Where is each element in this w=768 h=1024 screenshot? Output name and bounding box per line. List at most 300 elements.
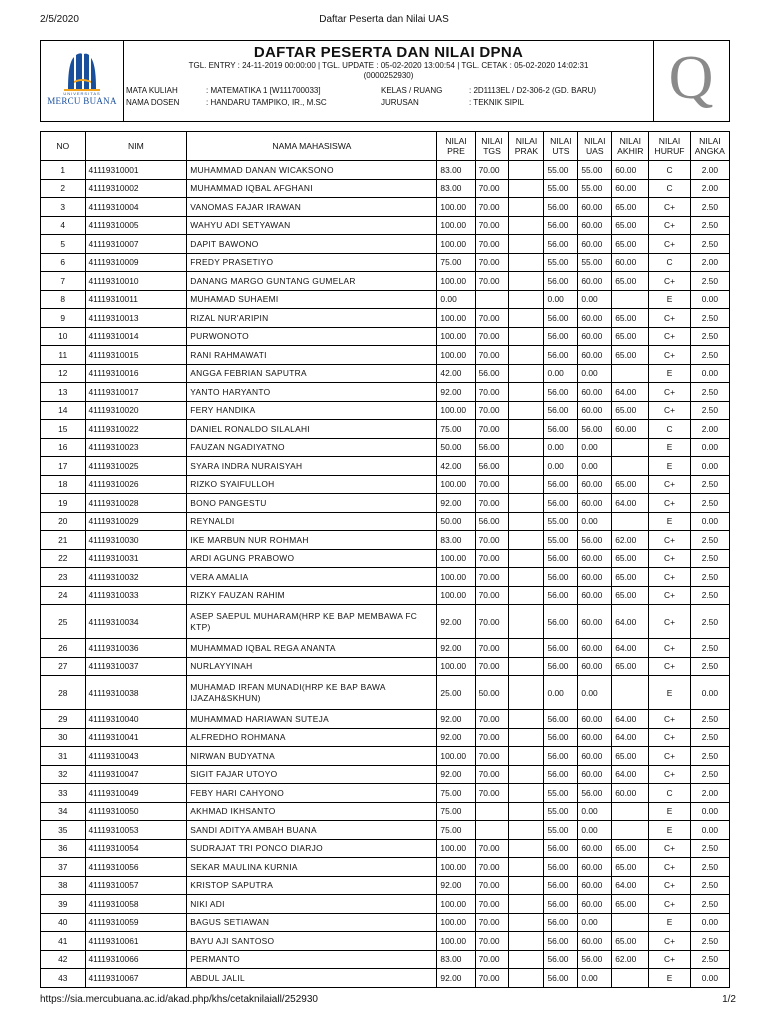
table-cell: 56.00: [544, 401, 578, 420]
table-cell: 11: [41, 346, 86, 365]
table-cell: 92.00: [437, 494, 475, 513]
table-cell: 0.00: [690, 438, 729, 457]
table-cell: MUHAMMAD HARIAWAN SUTEJA: [187, 710, 437, 729]
table-cell: 55.00: [544, 802, 578, 821]
table-cell: 75.00: [437, 802, 475, 821]
column-header-text: NILAI: [481, 136, 503, 146]
table-cell: 60.00: [578, 710, 612, 729]
table-cell: 60.00: [578, 932, 612, 951]
table-cell: 65.00: [612, 198, 649, 217]
table-cell: RIZAL NUR'ARIPIN: [187, 309, 437, 328]
table-cell: 56.00: [544, 568, 578, 587]
table-cell: 41119310041: [85, 728, 187, 747]
table-cell: 14: [41, 401, 86, 420]
table-cell: C+: [649, 475, 690, 494]
logo-name: MERCU BUANA: [47, 96, 117, 106]
table-cell: 41119310066: [85, 950, 187, 969]
table-cell: 2.00: [690, 420, 729, 439]
table-cell: 75.00: [437, 420, 475, 439]
table-cell: 70.00: [475, 309, 509, 328]
nama-dosen-value: : HANDARU TAMPIKO, IR., M.SC: [206, 98, 327, 107]
table-cell: 60.00: [578, 728, 612, 747]
table-cell: 20: [41, 512, 86, 531]
table-cell: 25: [41, 605, 86, 639]
table-cell: 60.00: [578, 876, 612, 895]
table-cell: 56.00: [544, 876, 578, 895]
table-cell: [509, 216, 544, 235]
table-cell: AKHMAD IKHSANTO: [187, 802, 437, 821]
table-cell: 10: [41, 327, 86, 346]
table-cell: 100.00: [437, 549, 475, 568]
table-cell: 65.00: [612, 932, 649, 951]
table-cell: DAPIT BAWONO: [187, 235, 437, 254]
table-row: [41, 858, 730, 877]
table-cell: E: [649, 512, 690, 531]
table-cell: 15: [41, 420, 86, 439]
table-cell: FERY HANDIKA: [187, 401, 437, 420]
table-row: [41, 549, 730, 568]
table-cell: C: [649, 253, 690, 272]
table-cell: C+: [649, 568, 690, 587]
table-cell: 55.00: [544, 821, 578, 840]
table-row: [41, 605, 730, 639]
table-cell: 2: [41, 179, 86, 198]
print-url: https://sia.mercubuana.ac.id/akad.php/khs/cetaknilaiall/252930: [40, 994, 318, 1005]
table-cell: PERMANTO: [187, 950, 437, 969]
table-cell: 70.00: [475, 549, 509, 568]
table-body: [41, 161, 730, 988]
table-cell: 2.50: [690, 235, 729, 254]
table-cell: 0.00: [690, 802, 729, 821]
table-cell: SYARA INDRA NURAISYAH: [187, 457, 437, 476]
table-cell: C+: [649, 216, 690, 235]
table-row: [41, 512, 730, 531]
table-cell: 7: [41, 272, 86, 291]
table-cell: 56.00: [544, 858, 578, 877]
table-row: [41, 969, 730, 988]
header-row: [41, 132, 730, 161]
column-header: [690, 132, 729, 161]
table-cell: C+: [649, 586, 690, 605]
table-cell: [509, 401, 544, 420]
table-cell: 41119310025: [85, 457, 187, 476]
table-cell: 65.00: [612, 858, 649, 877]
table-cell: 70.00: [475, 568, 509, 587]
table-cell: [509, 198, 544, 217]
table-row: [41, 327, 730, 346]
table-cell: 60.00: [578, 605, 612, 639]
table-cell: 100.00: [437, 913, 475, 932]
table-cell: 60.00: [578, 309, 612, 328]
table-cell: [509, 364, 544, 383]
column-header-text: NILAI: [619, 136, 642, 146]
table-cell: 41119310002: [85, 179, 187, 198]
mercu-buana-logo-icon: [64, 51, 100, 91]
table-cell: ANGGA FEBRIAN SAPUTRA: [187, 364, 437, 383]
table-row: [41, 457, 730, 476]
table-cell: 55.00: [578, 253, 612, 272]
table-row: [41, 568, 730, 587]
table-cell: [509, 605, 544, 639]
table-cell: 92.00: [437, 876, 475, 895]
browser-print-header: [0, 14, 768, 28]
table-cell: ALFREDHO ROHMANA: [187, 728, 437, 747]
table-cell: 100.00: [437, 858, 475, 877]
table-cell: 70.00: [475, 494, 509, 513]
print-page-number: 1/2: [722, 994, 736, 1005]
table-cell: 41119310043: [85, 747, 187, 766]
table-cell: 56.00: [544, 765, 578, 784]
table-cell: 25.00: [437, 676, 475, 710]
table-cell: 0.00: [578, 512, 612, 531]
table-cell: 41119310053: [85, 821, 187, 840]
table-cell: 27: [41, 657, 86, 676]
table-cell: 41119310030: [85, 531, 187, 550]
table-cell: C: [649, 161, 690, 180]
table-cell: 55.00: [544, 531, 578, 550]
table-cell: 42: [41, 950, 86, 969]
column-header-text: PRAK: [514, 146, 539, 156]
table-cell: 35: [41, 821, 86, 840]
table-cell: 64.00: [612, 639, 649, 658]
table-cell: 0.00: [578, 821, 612, 840]
column-header: [578, 132, 612, 161]
table-cell: 100.00: [437, 235, 475, 254]
table-cell: 2.00: [690, 253, 729, 272]
table-cell: 70.00: [475, 876, 509, 895]
table-cell: VERA AMALIA: [187, 568, 437, 587]
table-row: [41, 290, 730, 309]
table-cell: 60.00: [612, 161, 649, 180]
table-cell: 30: [41, 728, 86, 747]
table-cell: 70.00: [475, 401, 509, 420]
print-title: Daftar Peserta dan Nilai UAS: [319, 14, 449, 25]
column-header-text: NILAI: [550, 136, 572, 146]
table-cell: NIKI ADI: [187, 895, 437, 914]
table-cell: [509, 895, 544, 914]
table-cell: 0.00: [690, 512, 729, 531]
table-cell: 100.00: [437, 198, 475, 217]
table-cell: [509, 420, 544, 439]
table-cell: FEBY HARI CAHYONO: [187, 784, 437, 803]
table-cell: [475, 290, 509, 309]
table-cell: 2.50: [690, 327, 729, 346]
table-cell: 41119310067: [85, 969, 187, 988]
column-header: [85, 132, 187, 161]
table-cell: 41119310004: [85, 198, 187, 217]
table-cell: BONO PANGESTU: [187, 494, 437, 513]
table-cell: 65.00: [612, 568, 649, 587]
table-cell: 60.00: [578, 839, 612, 858]
report-info: [123, 41, 654, 121]
table-cell: 92.00: [437, 969, 475, 988]
table-row: [41, 586, 730, 605]
table-row: [41, 383, 730, 402]
table-cell: IKE MARBUN NUR ROHMAH: [187, 531, 437, 550]
table-cell: C+: [649, 327, 690, 346]
table-cell: 41: [41, 932, 86, 951]
table-cell: 100.00: [437, 401, 475, 420]
table-cell: 23: [41, 568, 86, 587]
table-cell: 70.00: [475, 710, 509, 729]
table-cell: [612, 821, 649, 840]
table-cell: 41119310015: [85, 346, 187, 365]
table-cell: 56.00: [544, 327, 578, 346]
table-cell: 41119310005: [85, 216, 187, 235]
table-cell: 55.00: [578, 161, 612, 180]
table-row: [41, 216, 730, 235]
table-cell: RANI RAHMAWATI: [187, 346, 437, 365]
table-cell: 60.00: [578, 198, 612, 217]
table-cell: 70.00: [475, 161, 509, 180]
table-row: [41, 710, 730, 729]
table-cell: 41119310020: [85, 401, 187, 420]
table-cell: 70.00: [475, 235, 509, 254]
table-cell: E: [649, 821, 690, 840]
table-cell: 55.00: [544, 253, 578, 272]
column-header-text: NILAI: [584, 136, 606, 146]
table-cell: C: [649, 179, 690, 198]
table-cell: 65.00: [612, 747, 649, 766]
table-header: [41, 132, 730, 161]
table-cell: 56.00: [544, 710, 578, 729]
table-cell: 3: [41, 198, 86, 217]
table-cell: FREDY PRASETIYO: [187, 253, 437, 272]
table-row: [41, 309, 730, 328]
mata-kuliah-label: MATA KULIAH: [126, 86, 178, 95]
table-cell: WAHYU ADI SETYAWAN: [187, 216, 437, 235]
table-cell: 70.00: [475, 216, 509, 235]
table-cell: [612, 913, 649, 932]
table-cell: [509, 568, 544, 587]
table-cell: 70.00: [475, 913, 509, 932]
table-row: [41, 639, 730, 658]
table-cell: 41119310037: [85, 657, 187, 676]
table-cell: 65.00: [612, 586, 649, 605]
mata-kuliah-value: : MATEMATIKA 1 [W111700033]: [206, 86, 321, 95]
table-cell: C: [649, 784, 690, 803]
table-cell: 56.00: [544, 383, 578, 402]
table-cell: 60.00: [578, 272, 612, 291]
table-cell: 62.00: [612, 950, 649, 969]
table-cell: 100.00: [437, 475, 475, 494]
column-header: [41, 132, 86, 161]
table-cell: FAUZAN NGADIYATNO: [187, 438, 437, 457]
table-cell: 60.00: [612, 784, 649, 803]
table-cell: 65.00: [612, 839, 649, 858]
table-cell: C+: [649, 198, 690, 217]
table-cell: 70.00: [475, 747, 509, 766]
table-cell: 0.00: [544, 457, 578, 476]
report-dates-line1: TGL. ENTRY : 24-11-2019 00:00:00 | TGL. UPDATE : 05-02-2020 13:00:54 | TGL. CETAK : 05-02-2020 14:02:31: [188, 61, 589, 70]
table-cell: REYNALDI: [187, 512, 437, 531]
table-cell: 56.00: [544, 309, 578, 328]
table-cell: 50.00: [437, 512, 475, 531]
table-cell: 29: [41, 710, 86, 729]
column-header-text: NIM: [128, 141, 144, 151]
table-cell: 92.00: [437, 639, 475, 658]
table-cell: 83.00: [437, 531, 475, 550]
table-cell: 70.00: [475, 383, 509, 402]
table-cell: 60.00: [578, 327, 612, 346]
table-cell: 65.00: [612, 475, 649, 494]
table-cell: 2.50: [690, 657, 729, 676]
table-cell: 33: [41, 784, 86, 803]
table-cell: 70.00: [475, 932, 509, 951]
table-cell: 56.00: [544, 950, 578, 969]
table-cell: 37: [41, 858, 86, 877]
column-header-text: UTS: [552, 146, 570, 156]
table-cell: 70.00: [475, 950, 509, 969]
table-cell: 41119310056: [85, 858, 187, 877]
nama-dosen-label: NAMA DOSEN: [126, 98, 180, 107]
logo-subtitle: UNIVERSITAS: [63, 91, 101, 96]
table-cell: 41119310016: [85, 364, 187, 383]
table-cell: 2.50: [690, 950, 729, 969]
column-header: [509, 132, 544, 161]
table-cell: 70.00: [475, 327, 509, 346]
table-cell: C: [649, 420, 690, 439]
table-cell: 2.50: [690, 309, 729, 328]
table-cell: 41119310026: [85, 475, 187, 494]
table-cell: [509, 253, 544, 272]
table-cell: 70.00: [475, 179, 509, 198]
table-cell: 12: [41, 364, 86, 383]
table-cell: 70.00: [475, 639, 509, 658]
table-cell: 17: [41, 457, 86, 476]
table-cell: 60.00: [578, 657, 612, 676]
table-cell: 65.00: [612, 895, 649, 914]
table-cell: 41119310033: [85, 586, 187, 605]
table-cell: 70.00: [475, 531, 509, 550]
table-cell: [509, 235, 544, 254]
table-cell: C+: [649, 876, 690, 895]
table-cell: 0.00: [544, 364, 578, 383]
table-cell: [509, 179, 544, 198]
table-cell: [509, 876, 544, 895]
table-cell: 41119310038: [85, 676, 187, 710]
table-cell: [509, 676, 544, 710]
table-cell: 100.00: [437, 346, 475, 365]
table-cell: [509, 161, 544, 180]
table-cell: [612, 969, 649, 988]
column-header-text: HURUF: [654, 146, 685, 156]
table-cell: 0.00: [690, 913, 729, 932]
table-cell: [509, 290, 544, 309]
table-cell: ABDUL JALIL: [187, 969, 437, 988]
table-cell: [509, 858, 544, 877]
table-cell: C+: [649, 932, 690, 951]
table-cell: 0.00: [578, 913, 612, 932]
table-cell: C+: [649, 401, 690, 420]
table-cell: 41119310007: [85, 235, 187, 254]
table-cell: MUHAMAD SUHAEMI: [187, 290, 437, 309]
table-cell: 56.00: [544, 639, 578, 658]
table-cell: [509, 932, 544, 951]
print-date: 2/5/2020: [40, 14, 79, 25]
table-cell: C+: [649, 383, 690, 402]
table-cell: 65.00: [612, 272, 649, 291]
table-cell: SIGIT FAJAR UTOYO: [187, 765, 437, 784]
table-cell: 64.00: [612, 710, 649, 729]
table-cell: 43: [41, 969, 86, 988]
table-cell: 2.50: [690, 198, 729, 217]
table-row: [41, 235, 730, 254]
table-cell: C+: [649, 639, 690, 658]
table-cell: KRISTOP SAPUTRA: [187, 876, 437, 895]
column-header-text: NILAI: [658, 136, 681, 146]
column-header-text: NAMA MAHASISWA: [272, 141, 352, 151]
table-cell: 56.00: [544, 895, 578, 914]
table-cell: BAYU AJI SANTOSO: [187, 932, 437, 951]
table-cell: 31: [41, 747, 86, 766]
column-header-text: TGS: [483, 146, 501, 156]
table-cell: 0.00: [690, 290, 729, 309]
table-cell: 60.00: [612, 253, 649, 272]
table-cell: [509, 802, 544, 821]
table-cell: [509, 657, 544, 676]
table-cell: [612, 364, 649, 383]
table-cell: 65.00: [612, 216, 649, 235]
table-cell: 56.00: [544, 932, 578, 951]
table-cell: 56.00: [544, 346, 578, 365]
table-cell: 2.00: [690, 784, 729, 803]
table-cell: C+: [649, 235, 690, 254]
right-logo: [653, 41, 729, 121]
table-cell: C+: [649, 765, 690, 784]
table-cell: 41119310017: [85, 383, 187, 402]
table-row: [41, 253, 730, 272]
table-cell: 56.00: [544, 747, 578, 766]
table-cell: MUHAMMAD DANAN WICAKSONO: [187, 161, 437, 180]
table-cell: 83.00: [437, 950, 475, 969]
table-cell: SEKAR MAULINA KURNIA: [187, 858, 437, 877]
table-cell: 41119310061: [85, 932, 187, 951]
table-cell: 2.50: [690, 839, 729, 858]
table-cell: 64.00: [612, 876, 649, 895]
table-cell: 60.00: [578, 494, 612, 513]
table-cell: 62.00: [612, 531, 649, 550]
table-cell: [509, 839, 544, 858]
table-row: [41, 161, 730, 180]
column-header-text: PRE: [447, 146, 465, 156]
table-cell: 70.00: [475, 475, 509, 494]
table-cell: 56.00: [544, 494, 578, 513]
table-cell: 0.00: [437, 290, 475, 309]
table-cell: 2.00: [690, 161, 729, 180]
table-cell: 34: [41, 802, 86, 821]
table-cell: C+: [649, 346, 690, 365]
table-cell: [509, 512, 544, 531]
column-header-text: NO: [56, 141, 70, 151]
table-row: [41, 364, 730, 383]
table-cell: 55.00: [544, 179, 578, 198]
table-cell: 2.50: [690, 383, 729, 402]
table-cell: 60.00: [612, 179, 649, 198]
table-row: [41, 657, 730, 676]
table-cell: 70.00: [475, 420, 509, 439]
table-cell: 56.00: [544, 420, 578, 439]
table-cell: 60.00: [578, 401, 612, 420]
table-cell: 0.00: [544, 676, 578, 710]
table-cell: 0.00: [690, 676, 729, 710]
table-cell: 16: [41, 438, 86, 457]
table-cell: BAGUS SETIAWAN: [187, 913, 437, 932]
table-row: [41, 475, 730, 494]
table-cell: 56.00: [544, 216, 578, 235]
table-cell: 55.00: [544, 161, 578, 180]
table-cell: 50.00: [437, 438, 475, 457]
